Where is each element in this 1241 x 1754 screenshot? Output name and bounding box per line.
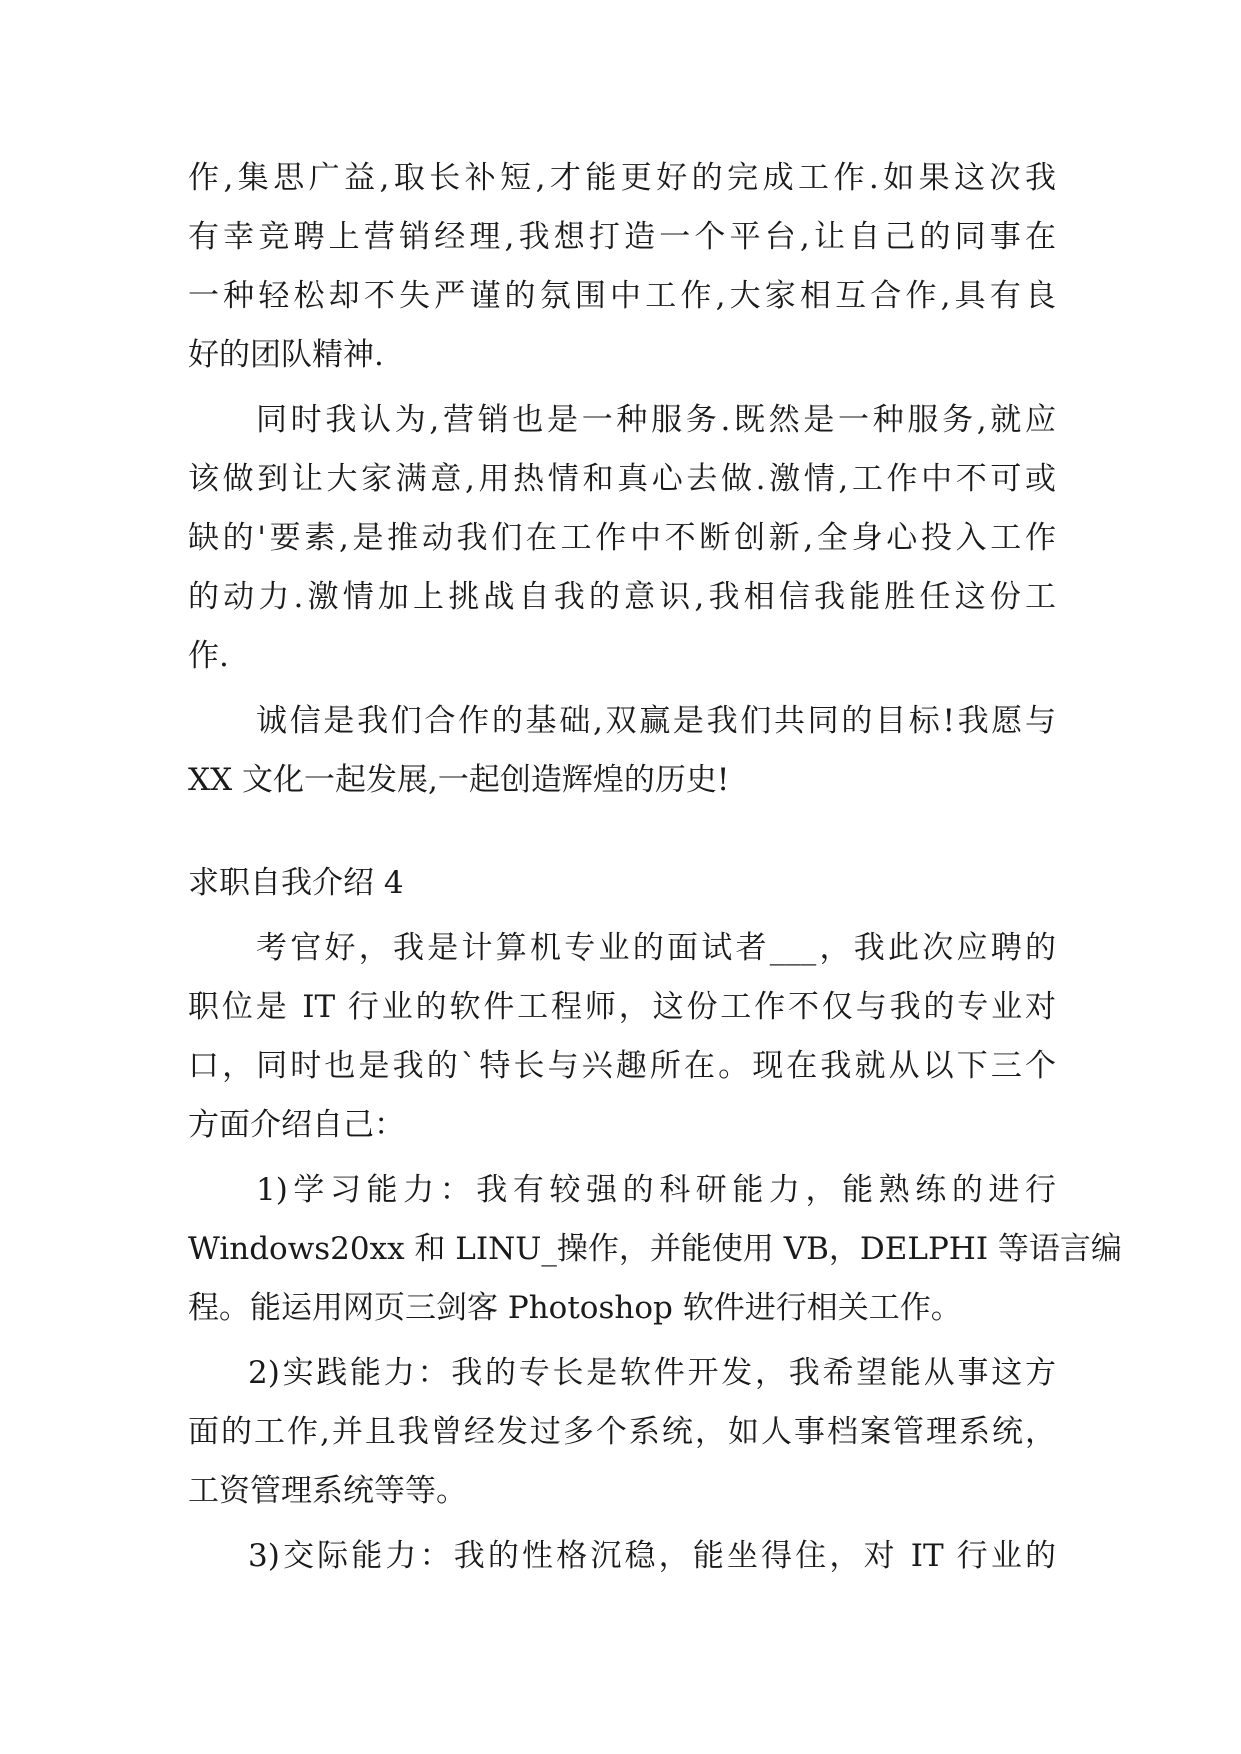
text-line: XX 文化一起发展,一起创造辉煌的历史! bbox=[188, 762, 730, 798]
text-line: 好的团队精神. bbox=[188, 337, 384, 373]
text-line: 诚信是我们合作的基础,双赢是我们共同的目标!我愿与 bbox=[256, 703, 1056, 739]
text-line: 2)实践能力：我的专长是软件开发，我希望能从事这方 bbox=[248, 1355, 1056, 1391]
text-line: 作. bbox=[188, 638, 229, 674]
text-line: 面的工作,并且我曾经发过多个系统，如人事档案管理系统， bbox=[188, 1414, 1056, 1450]
text-line: 方面介绍自己： bbox=[188, 1107, 405, 1143]
text-line: 有幸竞聘上营销经理,我想打造一个平台,让自己的同事在 bbox=[188, 219, 1056, 255]
text-line: 该做到让大家满意,用热情和真心去做.激情,工作中不可或 bbox=[188, 461, 1056, 497]
text-line: 程。能运用网页三剑客 Photoshop 软件进行相关工作。 bbox=[188, 1290, 962, 1326]
text-line: 缺的'要素,是推动我们在工作中不断创新,全身心投入工作 bbox=[188, 520, 1056, 556]
text-line: 同时我认为,营销也是一种服务.既然是一种服务,就应 bbox=[256, 402, 1056, 438]
text-line: 工资管理系统等等。 bbox=[188, 1473, 467, 1509]
text-line: 作,集思广益,取长补短,才能更好的完成工作.如果这次我 bbox=[188, 160, 1056, 196]
section-heading: 求职自我介绍 4 bbox=[188, 865, 404, 901]
text-line: 一种轻松却不失严谨的氛围中工作,大家相互合作,具有良 bbox=[188, 278, 1056, 314]
text-line: 3)交际能力：我的性格沉稳，能坐得住，对 IT 行业的 bbox=[248, 1538, 1056, 1574]
text-line: 口，同时也是我的`特长与兴趣所在。现在我就从以下三个 bbox=[188, 1048, 1056, 1084]
text-line: 考官好，我是计算机专业的面试者___，我此次应聘的 bbox=[256, 930, 1056, 966]
text-line: Windows20xx 和 LINU_操作，并能使用 VB，DELPHI 等语言编 bbox=[188, 1231, 1122, 1267]
text-line: 职位是 IT 行业的软件工程师，这份工作不仅与我的专业对 bbox=[188, 989, 1056, 1025]
text-line: 1)学习能力：我有较强的科研能力，能熟练的进行 bbox=[256, 1172, 1056, 1208]
text-line: 的动力.激情加上挑战自我的意识,我相信我能胜任这份工 bbox=[188, 579, 1056, 615]
